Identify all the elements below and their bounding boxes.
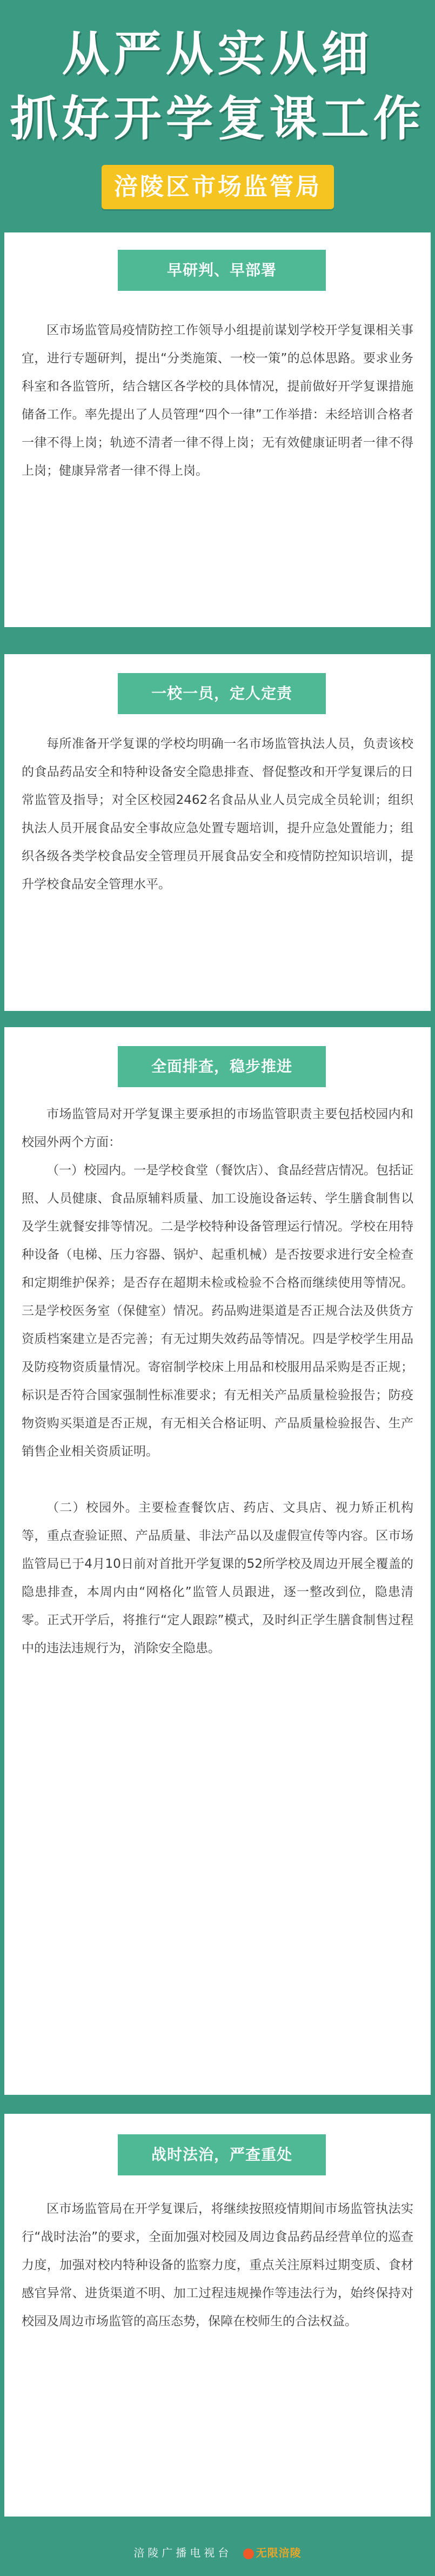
page-title-line-1: 从严从实从细 [62, 26, 373, 82]
org-badge: 涪陵区市场监管局 [102, 165, 334, 209]
footer-station-name: 涪陵广播电视台 [133, 2546, 232, 2559]
section-heading-2: 一校一员，定人定责 [118, 673, 326, 714]
section-body-2 [22, 730, 413, 898]
paragraph: （二）校园外。主要检查餐饮店、药店、文具店、视力矫正机构等，重点查验证照、产品质量、非法产品以及虚假宣传等内容。区市场监管局已于4月10日前对首批开学复课的52所学校及周边开展全覆盖的隐患排查，本周内由“网格化”监管人员跟进，逐一整改到位，隐患清零。正式开学后，将推行“定人跟踪”模式，及时纠正学生膳食制售过程中的违法违规行为，消除安全隐患。 [22, 1501, 413, 1655]
paragraph: 区市场监管局疫情防控工作领导小组提前谋划学校开学复课相关事宜，进行专题研判，提出“分类施策、一校一策”的总体思路。要求业务科室和各监管所，结合辖区各学校的具体情况，提前做好开学复课措施储备工作。率先提出了人员管理“四个一律”工作举措：未经培训合格者一律不得上岗；轨迹不清者一律不得上岗；无有效健康证明者一律不得上岗；健康异常者一律不得上岗。 [22, 323, 413, 478]
section-heading-1: 早研判、早部署 [118, 250, 326, 291]
section-card-4 [4, 2114, 431, 2517]
title-area [0, 0, 435, 173]
paragraph: 市场监管局对开学复课主要承担的市场监管职责主要包括校园内和校园外两个方面： [22, 1107, 413, 1149]
page-title-line-2: 抓好开学复课工作 [10, 91, 425, 147]
section-card-3 [4, 1027, 431, 2095]
paragraph: （一）校园内。一是学校食堂（餐饮店）、食品经营店情况。包括证照、人员健康、食品原辅料质量、加工设施设备运转、学生膳食制售以及学生就餐安排等情况。二是学校特种设备管理运行情况。学校在用特种设备（电梯、压力容器、锅炉、起重机械）是否按要求进行安全检查和定期维护保养；是否存在超期未检或检验不合格而继续使用等情况。三是学校医务室（保健室）情况。药品购进渠道是否正规合法及供货方资质档案建立是否完善；有无过期失效药品等情况。四是学校学生用品及防疫物资质量情况。寄宿制学校床上用品和校服用品采购是否正规；标识是否符合国家强制性标准要求；有无相关产品质量检验报告；防疫物资购买渠道是否正规，有无相关合格证明、产品质量检验报告、生产销售企业相关资质证明。 [22, 1163, 413, 1459]
section-body-3 [22, 1100, 413, 1662]
paragraph: 区市场监管局在开学复课后，将继续按照疫情期间市场监管执法实行“战时法治”的要求，全面加强对校园及周边食品药品经营单位的巡查力度，加强对校内特种设备的监察力度，重点关注原料过期变质、食材感官异常、进货渠道不明、加工过程违规操作等违法行为，始终保持对校园及周边市场监管的高压态势，保障在校师生的合法权益。 [22, 2202, 413, 2328]
section-heading-4: 战时法治，严查重处 [118, 2134, 326, 2175]
app-logo-icon [243, 2548, 254, 2559]
section-card-2 [4, 654, 431, 1011]
paragraph: 每所准备开学复课的学校均明确一名市场监管执法人员，负责该校的食品药品安全和特种设备安全隐患排查、督促整改和开学复课后的日常监管及指导；对全区校园2462名食品从业人员完成全员轮训；组织执法人员开展食品安全事故应急处置专题培训，提升应急处置能力；组织各级各类学校食品安全管理员开展食品安全和疫情防控知识培训，提升学校食品安全管理水平。 [22, 737, 413, 891]
footer-logo [243, 2546, 302, 2559]
section-heading-3: 全面排查，稳步推进 [118, 1046, 326, 1087]
section-body-1 [22, 316, 413, 485]
footer [0, 2537, 435, 2569]
footer-logo-text: 无限涪陵 [256, 2546, 302, 2559]
section-body-4 [22, 2195, 413, 2335]
section-card-1 [4, 232, 431, 627]
